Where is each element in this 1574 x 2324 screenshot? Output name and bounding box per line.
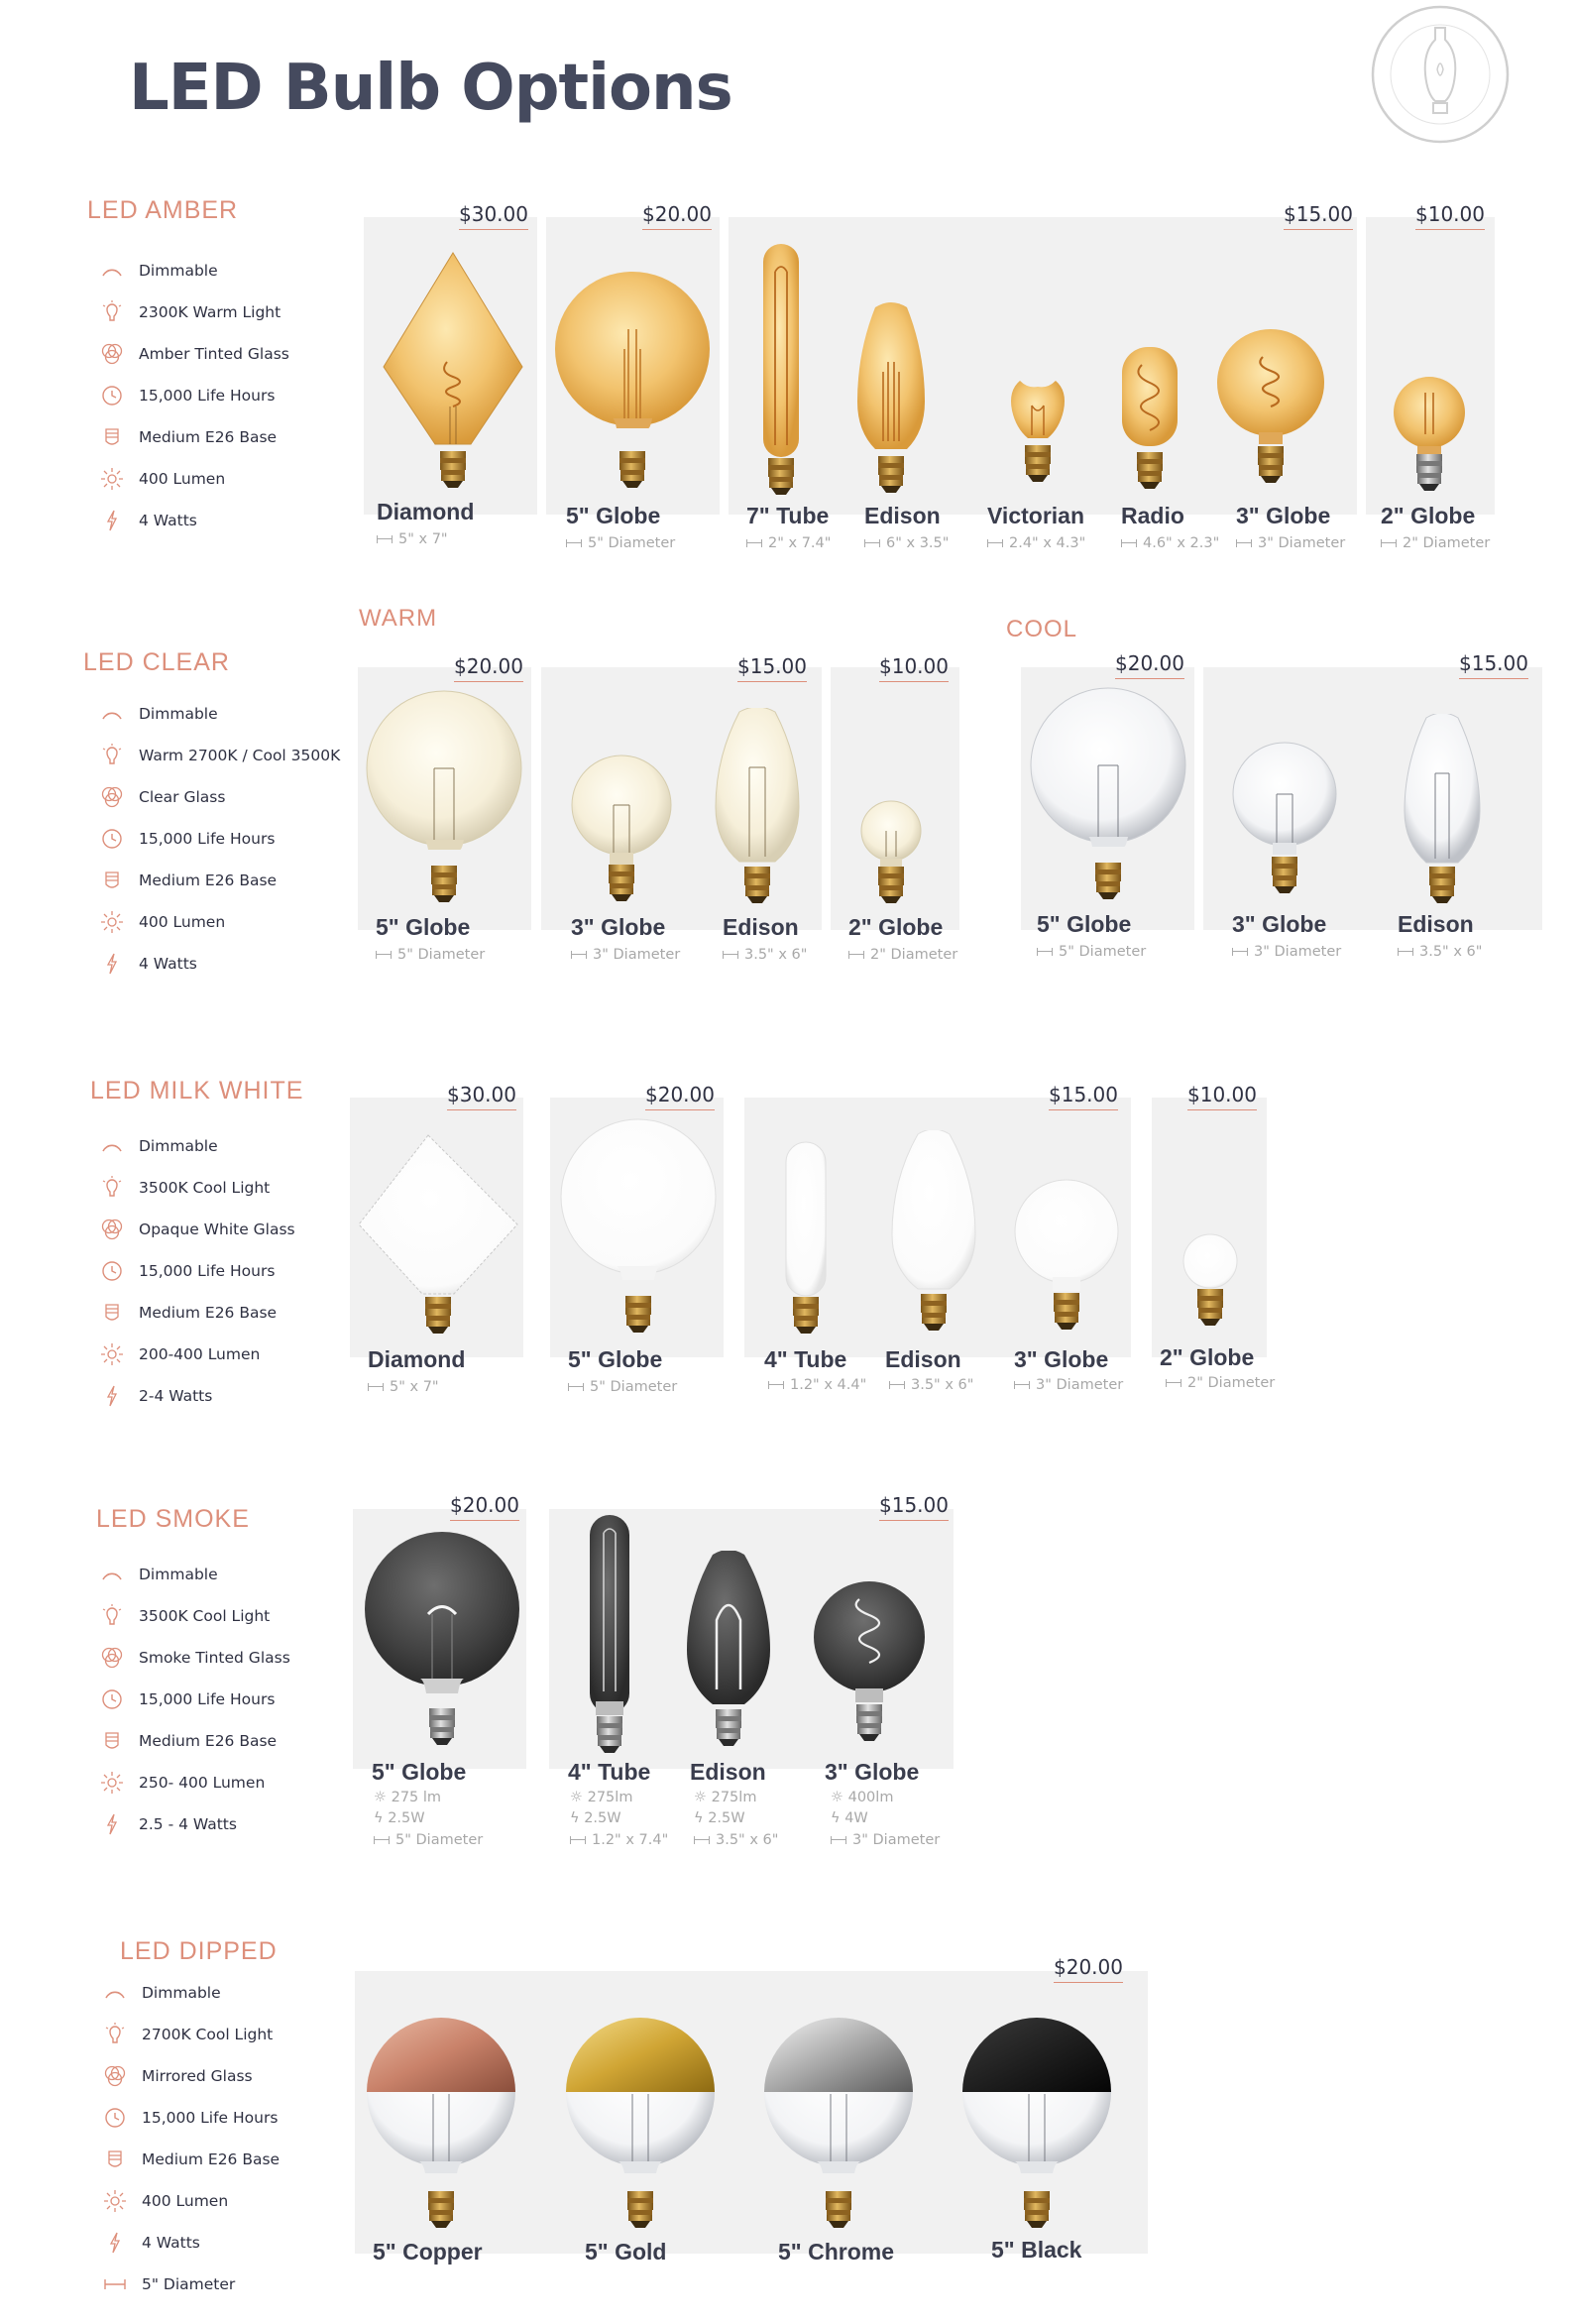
diameter-icon — [368, 1383, 384, 1391]
bulb-diamond-amber — [379, 248, 527, 501]
bulb-dimension: 3" Diameter — [1236, 535, 1345, 551]
diameter-icon — [1166, 1379, 1181, 1387]
dipped-features-list: Dimmable 2700K Cool Light Mirrored Glass 15,000 Life Hours Medium E26 Base 400 Lumen 4 Watts 5" Diameter — [102, 1977, 360, 2314]
bulb-name: 7" Tube — [746, 503, 830, 528]
diameter-icon — [694, 1836, 710, 1844]
base-icon — [99, 868, 125, 893]
watts-icon — [102, 2230, 128, 2256]
bulb-5in-gold — [561, 2015, 720, 2238]
diameter-icon — [566, 539, 582, 547]
bulb-dimension: 1.2" x 7.4" — [570, 1832, 668, 1848]
bulb-4in-tube-smoke — [580, 1513, 639, 1756]
feature-item: 15,000 Life Hours — [99, 380, 275, 411]
bulb-watts: ϟ 4W — [831, 1810, 868, 1826]
bulb-2in-globe-milk — [1180, 1233, 1240, 1337]
price-tag: $20.00 — [642, 202, 712, 230]
dimmable-icon — [99, 701, 125, 727]
bulb-light-icon — [99, 743, 125, 768]
bulb-name: 2" Globe — [848, 914, 944, 940]
bulb-dimension: 2" Diameter — [848, 947, 957, 963]
bulb-2in-globe-amber — [1388, 375, 1472, 504]
lumen-icon — [99, 1770, 125, 1796]
base-icon — [102, 2147, 128, 2172]
bulb-name: Edison — [885, 1346, 961, 1372]
diameter-icon — [864, 539, 880, 547]
bulb-2in-globe-warm — [854, 799, 929, 913]
feature-item: 4 Watts — [99, 505, 197, 536]
feature-item: Dimmable — [99, 255, 218, 287]
bulb-3in-globe-cool — [1230, 740, 1339, 910]
clock-icon — [99, 826, 125, 852]
bulb-radio-amber — [1115, 345, 1184, 504]
feature-item: 400 Lumen — [99, 463, 225, 495]
bulb-5in-globe-cool — [1027, 686, 1190, 909]
dimmable-icon — [102, 1980, 128, 2006]
section-title-dipped: LED DIPPED — [120, 1937, 278, 1965]
bulb-name: Edison — [1398, 911, 1474, 937]
bulb-name: 4" Tube — [568, 1759, 651, 1785]
price-tag: $10.00 — [879, 654, 949, 682]
bulb-dimension: 5" x 7" — [377, 531, 448, 547]
bulb-dimension: 5" Diameter — [566, 535, 675, 551]
watts-icon: ϟ — [831, 1810, 845, 1826]
bulb-name: 5" Gold — [585, 2239, 667, 2265]
diameter-icon — [102, 2271, 128, 2297]
price-tag: $15.00 — [879, 1493, 949, 1521]
price-tag: $15.00 — [1049, 1083, 1118, 1110]
bulb-name: 3" Globe — [1014, 1346, 1109, 1372]
lumen-icon: ☼ — [374, 1790, 392, 1805]
bulb-5in-globe-smoke — [363, 1530, 521, 1753]
hangout-lighting-logo — [1366, 0, 1515, 149]
bulb-dimension: 3.5" x 6" — [1398, 944, 1482, 960]
price-tag: $20.00 — [1115, 651, 1184, 679]
glass-icon — [99, 1217, 125, 1242]
price-tag: $20.00 — [450, 1493, 519, 1521]
bulb-name: 3" Globe — [1236, 503, 1331, 528]
bulb-lumen: ☼ 275 lm — [374, 1790, 442, 1805]
price-tag: $30.00 — [447, 1083, 516, 1110]
price-tag: $20.00 — [1054, 1955, 1123, 1983]
feature-item: Amber Tinted Glass — [99, 338, 289, 370]
price-tag: $20.00 — [454, 654, 523, 682]
watts-icon — [99, 508, 125, 533]
bulb-5in-black — [957, 2015, 1116, 2238]
bulb-name: 3" Globe — [1232, 911, 1327, 937]
bulb-lumen: ☼ 275lm — [570, 1790, 633, 1805]
base-icon — [99, 1728, 125, 1754]
watts-icon: ϟ — [374, 1810, 389, 1826]
clock-icon — [99, 383, 125, 408]
watts-icon: ϟ — [694, 1810, 709, 1826]
bulb-dimension: 3" Diameter — [1232, 944, 1341, 960]
dimmable-icon — [99, 1133, 125, 1159]
bulb-edison-milk — [888, 1130, 979, 1338]
bulb-name: 2" Globe — [1381, 503, 1476, 528]
bulb-edison-cool — [1398, 714, 1487, 910]
bulb-dimension: 5" x 7" — [368, 1379, 439, 1395]
glass-icon — [99, 341, 125, 367]
diameter-icon — [376, 951, 392, 959]
bulb-edison-warm — [711, 708, 805, 912]
price-tag: $10.00 — [1415, 202, 1485, 230]
bulb-dimension: 3" Diameter — [571, 947, 680, 963]
bulb-name: 3" Globe — [571, 914, 666, 940]
glass-icon — [99, 1645, 125, 1671]
bulb-dimension: 3.5" x 6" — [889, 1377, 973, 1393]
dimmable-icon — [99, 258, 125, 284]
clock-icon — [102, 2105, 128, 2131]
diameter-icon — [374, 1836, 390, 1844]
clock-icon — [99, 1686, 125, 1712]
watts-icon — [99, 951, 125, 977]
bulb-name: Diamond — [368, 1346, 466, 1372]
diameter-icon — [889, 1381, 905, 1389]
diameter-icon — [1381, 539, 1397, 547]
bulb-dimension: 5" Diameter — [568, 1379, 677, 1395]
diameter-icon — [987, 539, 1003, 547]
glass-icon — [102, 2063, 128, 2089]
bulb-4in-tube-milk — [776, 1140, 836, 1338]
price-tag: $20.00 — [645, 1083, 715, 1110]
bulb-light-icon — [99, 1175, 125, 1201]
bulb-dimension: 2" Diameter — [1166, 1375, 1275, 1391]
bulb-name: 2" Globe — [1160, 1344, 1255, 1370]
bulb-7in-tube-amber — [746, 242, 816, 500]
clear-features-list: Dimmable Warm 2700K / Cool 3500K Clear Glass 15,000 Life Hours Medium E26 Base 400 Lumen 4 Watts — [99, 698, 357, 986]
lumen-icon: ☼ — [570, 1790, 588, 1805]
section-title-smoke: LED SMOKE — [96, 1505, 250, 1533]
bulb-name: Edison — [723, 914, 799, 940]
bulb-5in-copper — [362, 2015, 520, 2238]
diameter-icon — [1121, 539, 1137, 547]
bulb-3in-globe-amber — [1214, 327, 1328, 506]
bulb-dimension: 1.2" x 4.4" — [768, 1377, 866, 1393]
watts-icon — [99, 1383, 125, 1409]
bulb-light-icon — [99, 299, 125, 325]
bulb-dimension: 2" x 7.4" — [746, 535, 831, 551]
bulb-dimension: 3.5" x 6" — [723, 947, 807, 963]
bulb-3in-globe-milk — [1012, 1178, 1121, 1338]
bulb-name: 3" Globe — [825, 1759, 920, 1785]
bulb-name: 5" Globe — [376, 914, 471, 940]
price-tag: $15.00 — [1459, 651, 1528, 679]
bulb-watts: ϟ 2.5W — [694, 1810, 745, 1826]
watts-icon — [99, 1811, 125, 1837]
bulb-name: Victorian — [987, 503, 1084, 528]
amber-features-list — [99, 255, 357, 542]
bulb-name: Radio — [1121, 503, 1184, 528]
bulb-name: 5" Copper — [373, 2239, 483, 2265]
diameter-icon — [1398, 948, 1413, 956]
diameter-icon — [571, 951, 587, 959]
bulb-watts: ϟ 2.5W — [374, 1810, 425, 1826]
bulb-watts: ϟ 2.5W — [570, 1810, 621, 1826]
feature-item: Medium E26 Base — [99, 421, 277, 453]
bulb-3in-globe-smoke — [813, 1579, 927, 1753]
diameter-icon — [377, 535, 393, 543]
price-tag: $30.00 — [459, 202, 528, 230]
bulb-dimension: 6" x 3.5" — [864, 535, 949, 551]
lumen-icon — [99, 909, 125, 935]
lumen-icon: ☼ — [694, 1790, 712, 1805]
bulb-light-icon — [99, 1603, 125, 1629]
subhead-cool: COOL — [1006, 616, 1078, 642]
bulb-dimension: 4.6" x 2.3" — [1121, 535, 1219, 551]
bulb-edison-smoke — [682, 1551, 776, 1754]
base-icon — [99, 424, 125, 450]
section-title-amber: LED AMBER — [87, 196, 239, 224]
bulb-name: 5" Globe — [568, 1346, 663, 1372]
bulb-diamond-milk — [357, 1130, 520, 1338]
bulb-3in-globe-warm — [567, 754, 676, 912]
bulb-name: 5" Globe — [372, 1759, 467, 1785]
bulb-name: Edison — [864, 503, 941, 528]
bulb-dimension: 2" Diameter — [1381, 535, 1490, 551]
diameter-icon — [768, 1381, 784, 1389]
bulb-5in-globe-amber — [551, 270, 715, 501]
base-icon — [99, 1300, 125, 1326]
lumen-icon: ☼ — [831, 1790, 848, 1805]
bulb-edison-amber — [851, 302, 931, 501]
diameter-icon — [1014, 1381, 1030, 1389]
bulb-dimension: 3.5" x 6" — [694, 1832, 778, 1848]
bulb-name: Diamond — [377, 499, 475, 524]
diameter-icon — [723, 951, 738, 959]
price-tag: $15.00 — [1284, 202, 1353, 230]
bulb-name: Edison — [690, 1759, 766, 1785]
lumen-icon — [99, 466, 125, 492]
bulb-name: 5" Globe — [1037, 911, 1132, 937]
bulb-lumen: ☼ 275lm — [694, 1790, 757, 1805]
diameter-icon — [1037, 948, 1053, 956]
bulb-name: 5" Globe — [566, 503, 661, 528]
diameter-icon — [568, 1383, 584, 1391]
bulb-lumen: ☼ 400lm — [831, 1790, 894, 1805]
bulb-5in-chrome — [759, 2015, 918, 2238]
diameter-icon — [848, 951, 864, 959]
bulb-dimension: 3" Diameter — [1014, 1377, 1123, 1393]
bulb-dimension: 2.4" x 4.3" — [987, 535, 1085, 551]
price-tag: $15.00 — [737, 654, 807, 682]
dimmable-icon — [99, 1562, 125, 1587]
bulb-name: 5" Black — [991, 2237, 1082, 2263]
section-title-clear: LED CLEAR — [83, 648, 230, 676]
price-tag: $10.00 — [1187, 1083, 1257, 1110]
diameter-icon — [1236, 539, 1252, 547]
bulb-5in-globe-milk — [557, 1117, 721, 1340]
clock-icon — [99, 1258, 125, 1284]
bulb-dimension: 5" Diameter — [376, 947, 485, 963]
bulb-victorian-amber — [1003, 381, 1072, 505]
page-title: LED Bulb Options — [129, 52, 732, 125]
glass-icon — [99, 784, 125, 810]
diameter-icon — [570, 1836, 586, 1844]
feature-item: 2300K Warm Light — [99, 296, 281, 328]
bulb-dimension: 5" Diameter — [1037, 944, 1146, 960]
bulb-light-icon — [102, 2022, 128, 2047]
milk-features-list: Dimmable 3500K Cool Light Opaque White Glass 15,000 Life Hours Medium E26 Base 200-400 Lumen 2-4 Watts — [99, 1130, 357, 1418]
diameter-icon — [746, 539, 762, 547]
section-title-milk-white: LED MILK WHITE — [90, 1077, 304, 1104]
bulb-name: 5" Chrome — [778, 2239, 894, 2265]
subhead-warm: WARM — [359, 605, 438, 632]
smoke-features-list: Dimmable 3500K Cool Light Smoke Tinted Glass 15,000 Life Hours Medium E26 Base 250- 400 Lumen 2.5 - 4 Watts — [99, 1559, 357, 1846]
lumen-icon — [99, 1341, 125, 1367]
bulb-dimension: 3" Diameter — [831, 1832, 940, 1848]
bulb-dimension: 5" Diameter — [374, 1832, 483, 1848]
lumen-icon — [102, 2188, 128, 2214]
diameter-icon — [1232, 948, 1248, 956]
bulb-5in-globe-warm — [365, 689, 523, 912]
diameter-icon — [831, 1836, 846, 1844]
bulb-name: 4" Tube — [764, 1346, 847, 1372]
watts-icon: ϟ — [570, 1810, 585, 1826]
